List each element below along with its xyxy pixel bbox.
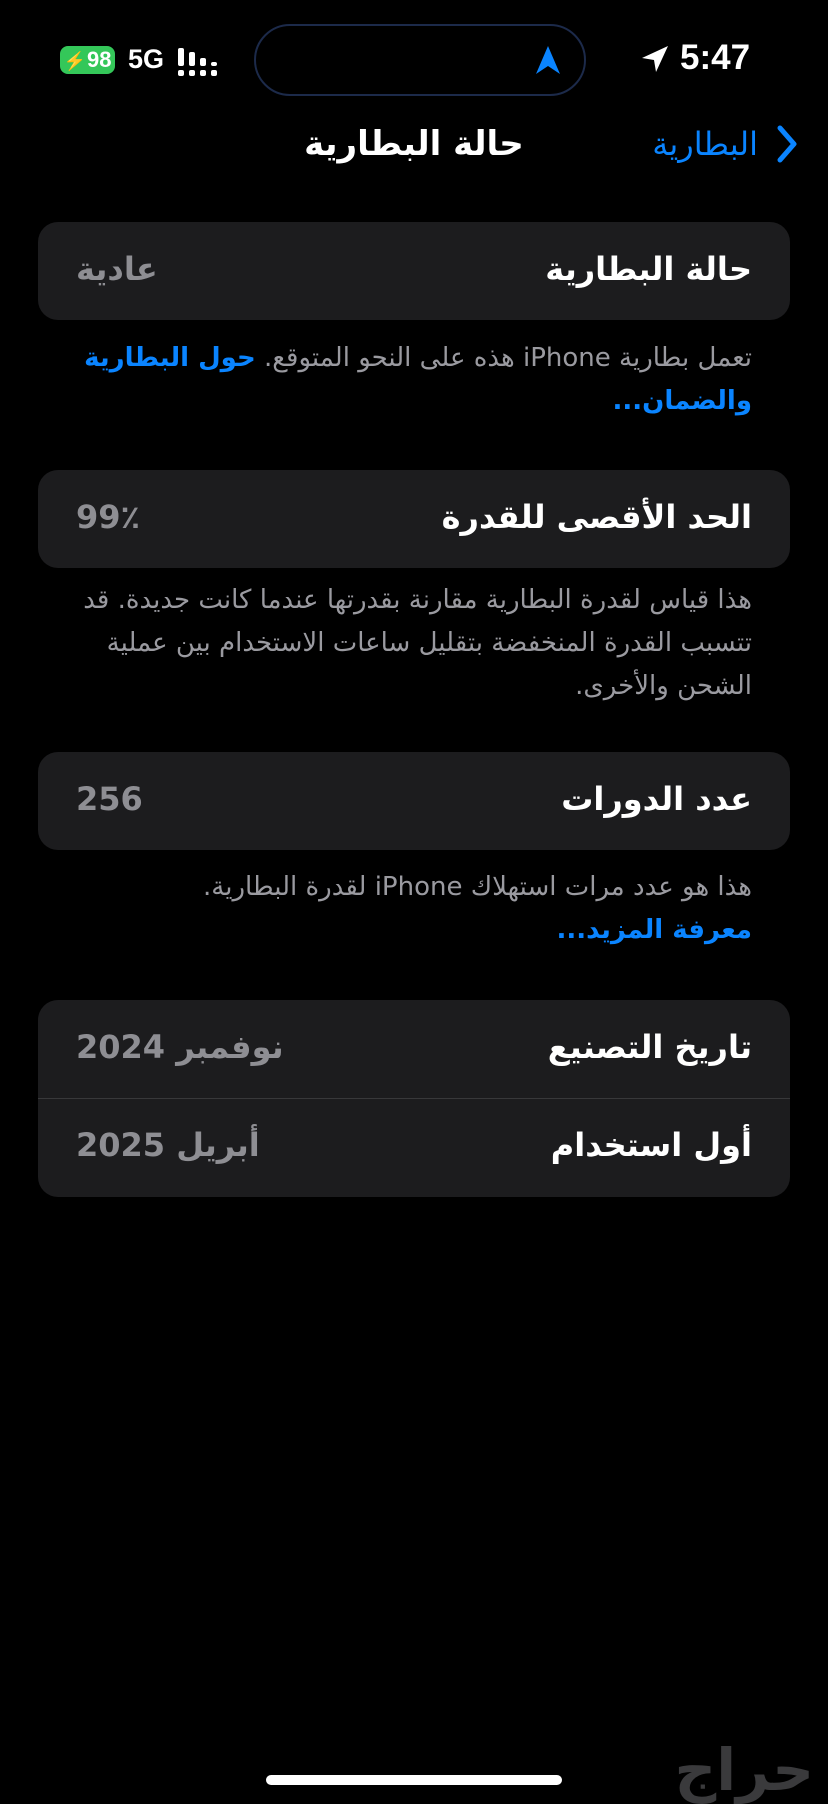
cycle-count-row [38, 752, 790, 850]
first-use-value: أبريل 2025 [76, 1126, 260, 1164]
maximum-capacity-value: 99٪ [76, 498, 141, 536]
battery-health-row [38, 222, 790, 320]
manufacture-date-row [38, 1000, 790, 1098]
network-type: 5G [128, 44, 165, 74]
battery-health-label: حالة البطارية [545, 250, 752, 288]
battery-warranty-link[interactable]: حول البطارية والضمان... [84, 343, 752, 416]
home-indicator[interactable] [266, 1775, 562, 1785]
first-use-label: أول استخدام [550, 1126, 752, 1164]
cycle-count-note-text: هذا هو عدد مرات استهلاك iPhone لقدرة البطارية. [203, 872, 752, 902]
battery-health-card [38, 222, 790, 320]
manufacture-date-value: نوفمبر 2024 [76, 1028, 284, 1066]
chevron-right-icon [776, 124, 798, 164]
cycle-count-label: عدد الدورات [561, 780, 752, 818]
navigation-arrow-icon [534, 44, 562, 76]
learn-more-link[interactable]: معرفة المزيد... [556, 915, 752, 945]
maximum-capacity-row [38, 470, 790, 568]
first-use-row [38, 1098, 790, 1196]
cycle-count-value: 256 [76, 780, 143, 818]
battery-health-note-text: تعمل بطارية iPhone هذه على النحو المتوقع. [263, 343, 752, 373]
watermark-logo: حراج [674, 1736, 814, 1804]
dynamic-island[interactable] [254, 24, 586, 96]
dates-card [38, 1000, 790, 1197]
cycle-count-note [70, 866, 752, 952]
clock: 5:47 [680, 38, 751, 77]
status-bar [0, 0, 828, 120]
navigation-bar [0, 110, 828, 180]
maximum-capacity-card [38, 470, 790, 568]
maximum-capacity-label: الحد الأقصى للقدرة [441, 498, 752, 536]
battery-level: 98 [86, 47, 112, 72]
manufacture-date-label: تاريخ التصنيع [547, 1028, 752, 1066]
cycle-count-card [38, 752, 790, 850]
page-title: حالة البطارية [304, 124, 524, 164]
back-label: البطارية [652, 125, 758, 163]
battery-health-note [70, 337, 752, 423]
cellular-signal-icon [178, 46, 222, 76]
back-button[interactable] [652, 124, 798, 164]
location-arrow-icon [640, 44, 670, 74]
capacity-note: هذا قياس لقدرة البطارية مقارنة بقدرتها عندما كانت جديدة. قد تتسبب القدرة المنخفضة بتقليل ساعات الاستخدام بين عملية الشحن والأخرى. [83, 585, 752, 701]
battery-indicator [60, 46, 115, 74]
charging-bolt-icon: ⚡ [63, 51, 86, 71]
battery-health-value: عادية [76, 250, 158, 288]
